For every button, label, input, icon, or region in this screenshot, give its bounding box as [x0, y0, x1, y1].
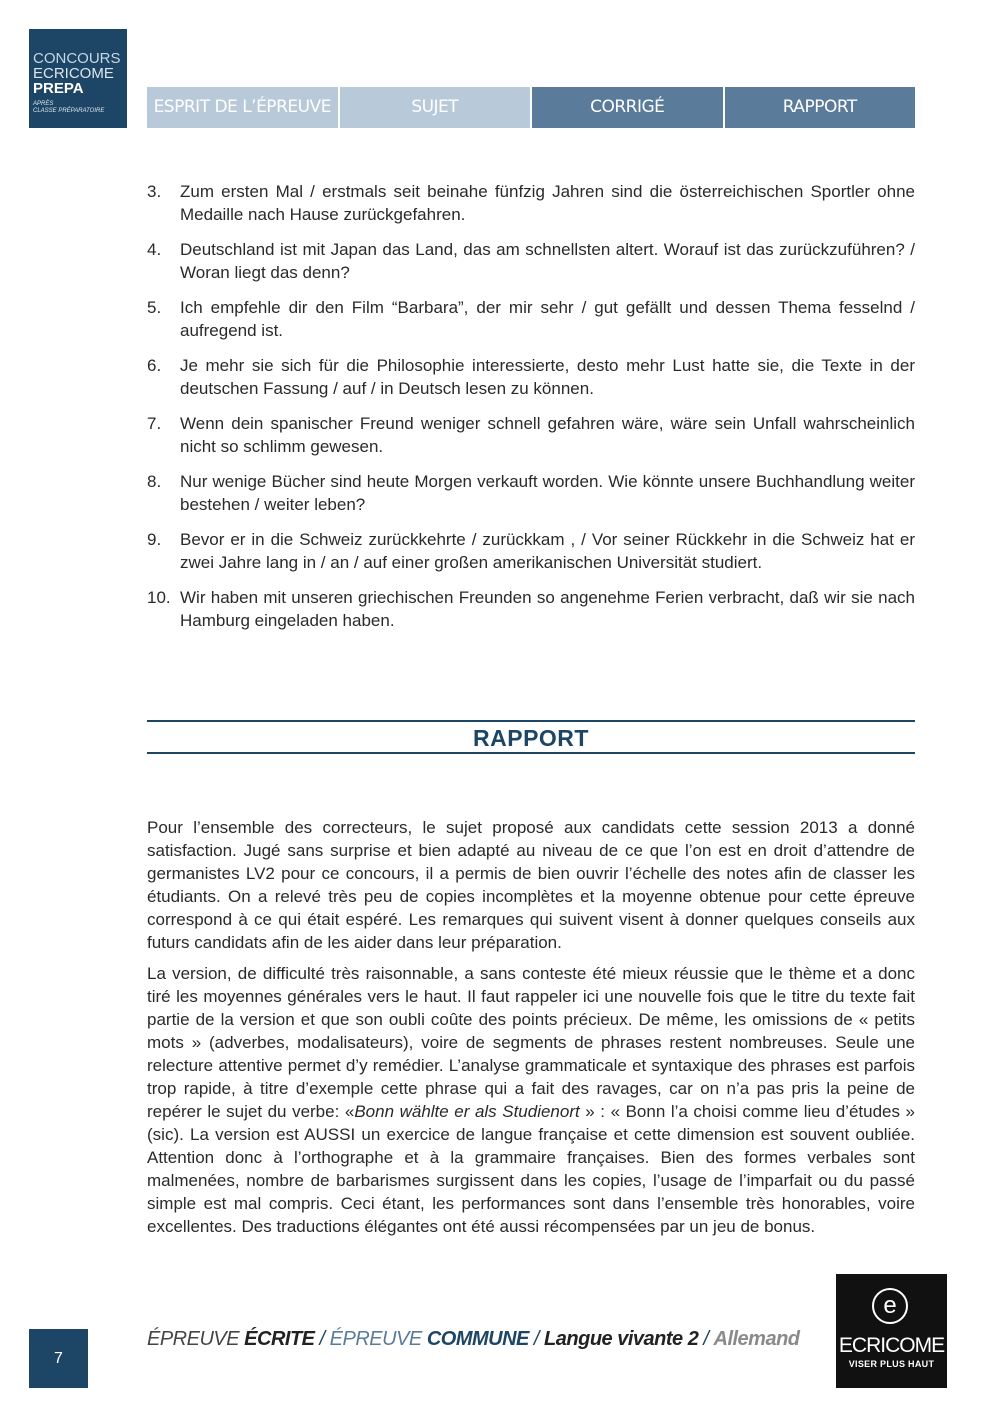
list-item	[147, 354, 915, 400]
item-number: 3.	[147, 182, 162, 201]
section-rule-bottom	[147, 752, 915, 754]
list-item	[147, 470, 915, 516]
ecricome-logo	[836, 1274, 947, 1388]
footer-epreuve: ÉPREUVE	[147, 1328, 245, 1350]
footer-separator: /	[528, 1328, 545, 1350]
list-item	[147, 586, 915, 632]
translation-list	[147, 180, 915, 644]
report-text: La version, de difficulté très raisonnable, a sans conteste été mieux réussie que le thème et a donc tiré les moyennes générales vers le haut. Il faut rappeler ici une nouvelle fois que le titre du texte fait partie de la version et que son oubli coûte des points précieux. De même, les omissions de « petits mots » (adverbes, modalisateurs), voire de segments de phrases restent nombreuses. Seule une relecture attentive permet d’y remédier. L’analyse grammaticale et syntaxique des phrases est parfois trop rapide, à titre d’exemple cette phrase qui a fait des ravages, car on n’a pas pris la peine de repérer le sujet du verbe: «	[147, 964, 915, 1121]
logo-line-ecricome: ECRICOME	[33, 65, 114, 82]
item-number: 9.	[147, 530, 162, 549]
tab-esprit[interactable]: ESPRIT DE L’ÉPREUVE	[147, 87, 338, 128]
logo-line-prepa: PREPA	[33, 80, 84, 97]
tab-rapport[interactable]: RAPPORT	[723, 87, 916, 128]
item-text: Wenn dein spanischer Freund weniger schnell gefahren wäre, wäre sein Unfall wahrscheinlich nicht so schlimm gewesen.	[180, 414, 915, 456]
footer-commune: COMMUNE	[426, 1328, 529, 1350]
section-title: RAPPORT	[473, 725, 589, 751]
footer-separator: /	[698, 1328, 714, 1350]
tab-corrige[interactable]: CORRIGÉ	[530, 87, 723, 128]
item-text: Zum ersten Mal / erstmals seit beinahe fünfzig Jahren sind die österreichischen Sportler ohne Medaille nach Hause zurückgefahren.	[180, 182, 915, 224]
section-tabs	[147, 87, 915, 128]
footer-langue: Langue vivante 2	[544, 1328, 699, 1350]
page-number: 7	[29, 1329, 88, 1388]
item-text: Bevor er in die Schweiz zurückkehrte / zurückkam , / Vor seiner Rückkehr in die Schweiz hat er zwei Jahre lang in / an / auf einer großen amerikanischen Universität studiert.	[180, 530, 915, 572]
item-number: 10.	[147, 588, 171, 607]
item-text: Nur wenige Bücher sind heute Morgen verkauft worden. Wie könnte unsere Buchhandlung weiter bestehen / weiter leben?	[180, 472, 915, 514]
ecricome-e-icon: e	[872, 1288, 908, 1324]
item-number: 8.	[147, 472, 162, 491]
report-body	[147, 816, 915, 1246]
item-number: 5.	[147, 298, 162, 317]
list-item	[147, 528, 915, 574]
list-item	[147, 238, 915, 284]
item-text: Ich empfehle dir den Film “Barbara”, der mir sehr / gut gefällt und dessen Thema fesselnd / aufregend ist.	[180, 298, 915, 340]
logo-name: ECRICOME	[838, 1334, 945, 1357]
item-text: Deutschland ist mit Japan das Land, das am schnellsten altert. Worauf ist das zurückzuführen? / Woran liegt das denn?	[180, 240, 915, 282]
list-item	[147, 412, 915, 458]
footer-title	[147, 1326, 800, 1352]
item-number: 7.	[147, 414, 162, 433]
logo-line-concours: CONCOURS	[33, 50, 121, 67]
logo-line-classe: CLASSE PRÉPARATOIRE	[33, 108, 105, 114]
report-paragraph	[147, 962, 915, 1238]
logo-line-subtitle	[33, 101, 104, 115]
footer-epreuve-2: ÉPREUVE	[329, 1328, 427, 1350]
footer-separator: /	[314, 1328, 330, 1350]
footer-ecrite: ÉCRITE	[244, 1328, 315, 1350]
report-paragraph: Pour l’ensemble des correcteurs, le sujet proposé aux candidats cette session 2013 a donné satisfaction. Jugé sans surprise et bien adapté au niveau de ce que l’on est en droit d’attendre de germanistes LV2 pour ce concours, il a permis de bien ouvrir l’échelle des notes afin de classer les étudiants. On a relevé très peu de copies incomplètes et la moyenne obtenue pour cette épreuve correspond à ce qui était espéré. Les remarques qui suivent visent à donner quelques conseils aux futurs candidats afin de les aider dans leur préparation.	[147, 818, 915, 952]
item-number: 4.	[147, 240, 162, 259]
item-number: 6.	[147, 356, 162, 375]
list-item	[147, 180, 915, 226]
tab-sujet[interactable]: SUJET	[338, 87, 531, 128]
ecricome-prepa-logo	[29, 29, 127, 128]
item-text: Wir haben mit unseren griechischen Freunden so angenehme Ferien verbracht, daß wir sie nach Hamburg eingeladen haben.	[180, 588, 915, 630]
item-text: Je mehr sie sich für die Philosophie interessierte, desto mehr Lust hatte sie, die Texte in der deutschen Fassung / auf / in Deutsch lesen zu können.	[180, 356, 915, 398]
report-text: » : « Bonn l’a choisi comme lieu d’études » (sic). La version est AUSSI un exercice de langue française et cette dimension est souvent oubliée. Attention donc à l’orthographe et à la grammaire françaises. Bien des formes verbales sont malmenées, nombre de barbarismes surgissent dans les copies, l’usage de l’imparfait ou du passé simple est mal compris. Ceci étant, les performances sont dans l’ensemble très honorables, voire excellentes. Des traductions élégantes ont été aussi récompensées par un jeu de bonus.	[147, 1102, 915, 1236]
footer-allemand: Allemand	[713, 1328, 800, 1350]
logo-slogan: VISER PLUS HAUT	[848, 1359, 935, 1369]
logo-line-apres: APRÈS	[33, 101, 54, 107]
list-item	[147, 296, 915, 342]
report-quote: Bonn wählte er als Studienort	[354, 1102, 580, 1121]
